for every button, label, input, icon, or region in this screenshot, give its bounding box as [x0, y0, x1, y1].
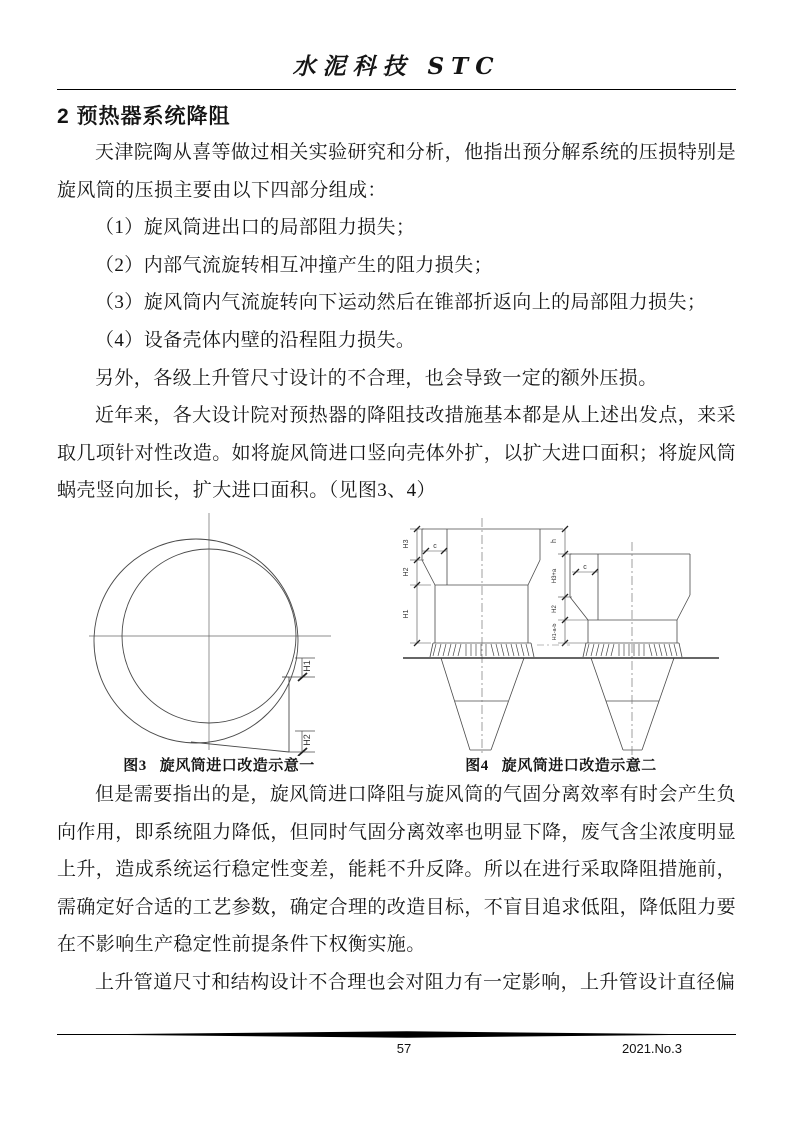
figures-row [57, 510, 736, 776]
dimension-label-h3-left: H3 [403, 539, 410, 549]
figure-4-caption-text: 旋风筒进口改造示意二 [501, 757, 657, 774]
list-item-3: （3）旋风筒内气流旋转向下运动然后在锥部折返向上的局部阻力损失； [95, 292, 707, 314]
body-paragraph: 上升管道尺寸和结构设计不合理也会对阻力有一定影响，上升管设计直径偏 [95, 971, 736, 993]
dimension-label-h3a-right: H3+a [552, 568, 558, 584]
page-number: 57 [396, 1041, 412, 1056]
figure-4 [395, 510, 727, 776]
figure-4-caption [395, 756, 727, 776]
list-item-1: （1）旋风筒进出口的局部阻力损失； [95, 217, 416, 239]
list-item-4: （4）设备壳体内壁的沿程阻力损失。 [95, 329, 416, 351]
footer-rule [57, 1031, 736, 1038]
figure-4-caption-label: 图4 [465, 757, 489, 774]
figure-3-caption [69, 756, 369, 776]
figure-3-caption-text: 旋风筒进口改造示意一 [159, 757, 315, 774]
dimension-label-c-right: c [583, 563, 587, 571]
dimension-label-h2: H2 [302, 734, 312, 746]
dimension-label-c-left: c [433, 542, 437, 550]
section-heading: 2 预热器系统降阻 [57, 105, 231, 128]
journal-title: 水泥科技 STC [292, 53, 501, 80]
dimension-label-h2-left: H2 [403, 567, 410, 577]
body-paragraph: 另外，各级上升管尺寸设计的不合理，也会导致一定的额外压损。 [95, 367, 658, 389]
dimension-label-h1-left: H1 [403, 609, 410, 619]
body-text-upper [57, 134, 736, 510]
body-paragraph: 近年来，各大设计院对预热器的降阻技改措施基本都是从上述出发点，来采取几项针对性改造。如将旋风筒进口竖向壳体外扩，以扩大进口面积；将旋风筒蜗壳竖向加长，扩大进口面积。（见图3、4） [57, 405, 737, 502]
dimension-label-h2-right: H2 [552, 605, 558, 613]
cyclone-inlet-top-view-diagram [69, 510, 369, 756]
cyclone-inlet-side-view-diagram [395, 510, 727, 756]
issue-number: 2021.No.3 [622, 1041, 682, 1056]
body-paragraph: 天津院陶从喜等做过相关实验研究和分析，他指出预分解系统的压损特别是旋风筒的压损主要由以下四部分组成： [57, 142, 736, 201]
dimension-label-h-right: h [551, 538, 558, 543]
body-paragraph: 但是需要指出的是，旋风筒进口降阻与旋风筒的气固分离效率有时会产生负向作用，即系统阻力降低，但同时气固分离效率也明显下降，废气含尘浓度明显上升，造成系统运行稳定性变差，能耗不升反降。所以在进行采取降阻措施前，需确定好合适的工艺参数，确定合理的改造目标，不盲目追求低阻，降低阻力要在不影响生产稳定性前提条件下权衡实施。 [57, 783, 737, 956]
list-item-2: （2）内部气流旋转相互冲撞产生的阻力损失； [95, 254, 493, 276]
body-text-lower [57, 776, 736, 1002]
footer-row [57, 1041, 736, 1056]
page-footer [57, 1031, 736, 1056]
dimension-label-h1ab-right: H1-a-b [552, 623, 558, 641]
dimension-label-h1: H1 [302, 660, 312, 672]
figure-3 [69, 510, 369, 776]
header-rule [57, 89, 736, 90]
figure-3-caption-label: 图3 [123, 757, 147, 774]
